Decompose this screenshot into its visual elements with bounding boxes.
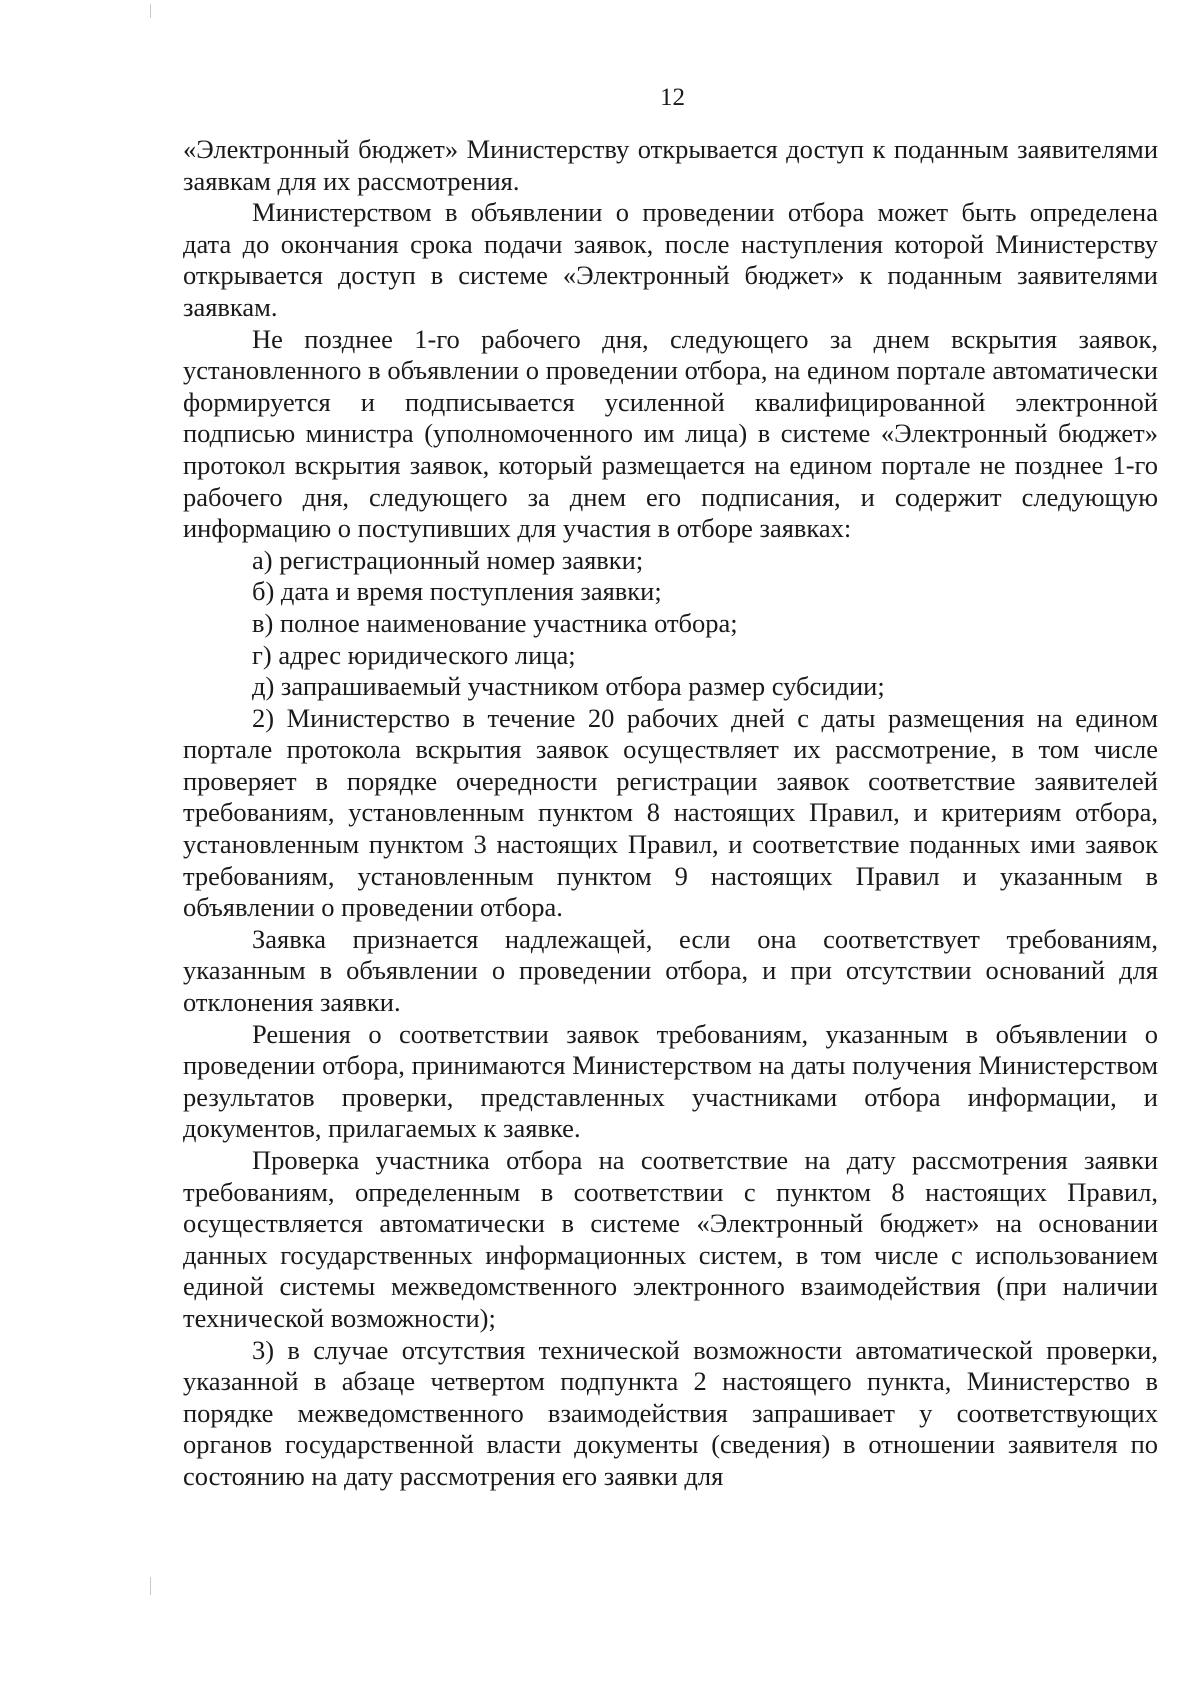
- document-body: [183, 134, 1158, 1493]
- list-item: в) полное наименование участника отбора;: [252, 607, 738, 638]
- paragraph: «Электронный бюджет» Министерству открывается доступ к поданным заявителями заявкам для их рассмотрения.: [183, 134, 1158, 196]
- list-item: д) запрашиваемый участником отбора размер субсидии;: [252, 671, 885, 702]
- scan-margin-mark: [150, 4, 151, 18]
- list-item: б) дата и время поступления заявки;: [252, 576, 662, 607]
- list-item: а) регистрационный номер заявки;: [252, 544, 644, 575]
- paragraph: Проверка участника отбора на соответствие на дату рассмотрения заявки требованиям, определенным в соответствии с пунктом 8 настоящих Правил, осуществляется автоматически в системе «Электронный бюджет» на основании данных государственных информационных систем, в том числе с использованием единой системы межведомственного электронного взаимодействия (при наличии технической возможности);: [183, 1145, 1158, 1333]
- paragraph: 3) в случае отсутствия технической возможности автоматической проверки, указанной в абзаце четвертом подпункта 2 настоящего пункта, Министерство в порядке межведомственного взаимодействия запрашивает у соответствующих органов государственной власти документы (сведения) в отношении заявителя по состоянию на дату рассмотрения его заявки для: [183, 1334, 1158, 1491]
- list-item: г) адрес юридического лица;: [252, 639, 576, 670]
- page-number: 12: [660, 84, 685, 111]
- paragraph: Министерством в объявлении о проведении отбора может быть определена дата до окончания срока подачи заявок, после наступления которой Министерству открывается доступ в системе «Электронный бюджет» к поданным заявителями заявкам.: [183, 197, 1158, 322]
- paragraph: Не позднее 1-го рабочего дня, следующего за днем вскрытия заявок, установленного в объявлении о проведении отбора, на едином портале автоматически формируется и подписывается усиленной квалифицированной электронной подписью министра (уполномоченного им лица) в системе «Электронный бюджет» протокол вскрытия заявок, который размещается на едином портале не позднее 1-го рабочего дня, следующего за днем его подписания, и содержит следующую информацию о поступивших для участия в отборе заявках:: [183, 323, 1158, 544]
- paragraph: Решения о соответствии заявок требованиям, указанным в объявлении о проведении отбора, принимаются Министерством на даты получения Министерством результатов проверки, представленных участниками отбора информации, и документов, прилагаемых к заявке.: [183, 1018, 1158, 1144]
- paragraph: Заявка признается надлежащей, если она соответствует требованиям, указанным в объявлении о проведении отбора, и при отсутствии оснований для отклонения заявки.: [183, 923, 1158, 1018]
- paragraph: 2) Министерство в течение 20 рабочих дней с даты размещения на едином портале протокола вскрытия заявок осуществляет их рассмотрение, в том числе проверяет в порядке очередности регистрации заявок соответствие заявителей требованиям, установленным пунктом 8 настоящих Правил, и критериям отбора, установленным пунктом 3 настоящих Правил, и соответствие поданных ими заявок требованиям, установленным пунктом 9 настоящих Правил и указанным в объявлении о проведении отбора.: [183, 702, 1158, 923]
- scan-margin-mark: [150, 1577, 151, 1595]
